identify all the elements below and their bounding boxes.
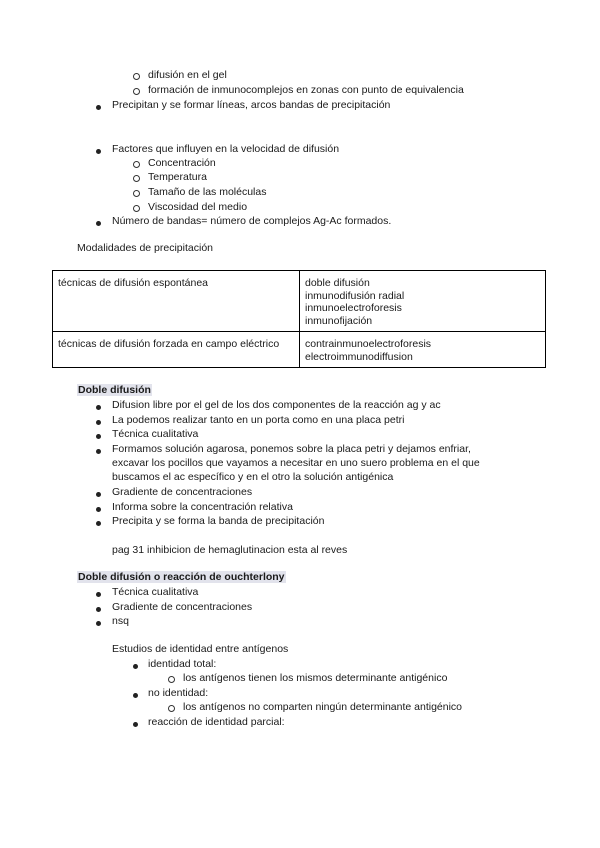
bullet-icon: [96, 430, 101, 443]
list-item: reacción de identidad parcial:: [148, 716, 285, 728]
modalidades-table: [52, 270, 546, 368]
list-item: no identidad:: [148, 687, 209, 699]
circle-bullet-icon: [133, 86, 140, 99]
section-heading: [77, 384, 152, 397]
list-item: Técnica cualitativa: [112, 428, 199, 440]
circle-bullet-icon: [168, 674, 175, 687]
table-row: [53, 332, 546, 368]
list-item: La podemos realizar tanto en un porta como en una placa petri: [112, 414, 405, 426]
list-item: Factores que influyen en la velocidad de difusión: [112, 143, 340, 155]
bullet-icon: [133, 718, 138, 731]
list-item-continuation: excavar los pocillos que vayamos a necesitar en uno suero problema en el que: [112, 457, 480, 469]
bullet-icon: [96, 145, 101, 158]
circle-bullet-icon: [133, 71, 140, 84]
subsection-title: Estudios de identidad entre antígenos: [112, 643, 289, 655]
list-item: Gradiente de concentraciones: [112, 601, 253, 613]
list-item: difusión en el gel: [148, 69, 227, 81]
list-item: Tamaño de las moléculas: [148, 186, 267, 198]
bullet-icon: [96, 603, 101, 616]
list-item: Informa sobre la concentración relativa: [112, 501, 293, 513]
circle-bullet-icon: [133, 173, 140, 186]
list-item: Temperatura: [148, 171, 207, 183]
bullet-icon: [96, 503, 101, 516]
bullet-icon: [96, 517, 101, 530]
list-item: nsq: [112, 615, 129, 627]
list-item: Precipita y se forma la banda de precipitación: [112, 515, 325, 527]
cell-line: inmunodifusión radial: [305, 289, 405, 302]
list-item: Viscosidad del medio: [148, 201, 248, 213]
cell-line: doble difusión: [305, 277, 370, 289]
list-item: Número de bandas= número de complejos Ag-Ac formados.: [112, 215, 392, 227]
cell-line: contrainmunoelectroforesis: [305, 338, 432, 350]
heading-text: Doble difusión o reacción de ouchterlony: [78, 571, 285, 583]
cell-line: inmunoelectroforesis: [305, 302, 402, 314]
list-item: los antígenos tienen los mismos determinante antigénico: [183, 672, 448, 684]
circle-bullet-icon: [168, 703, 175, 716]
circle-bullet-icon: [133, 188, 140, 201]
bullet-icon: [96, 617, 101, 630]
bullet-icon: [133, 660, 138, 673]
bullet-icon: [96, 217, 101, 230]
bullet-icon: [96, 416, 101, 429]
bullet-icon: [96, 588, 101, 601]
table-row: [53, 271, 546, 332]
bullet-icon: [96, 445, 101, 458]
list-item: Gradiente de concentraciones: [112, 486, 253, 498]
list-item-continuation: buscamos el ac específico y en el otro la solución antigénica: [112, 471, 394, 483]
bullet-icon: [96, 101, 101, 114]
list-item: Difusion libre por el gel de los dos componentes de la reacción ag y ac: [112, 399, 441, 411]
table-cell: técnicas de difusión forzada en campo eléctrico: [53, 332, 300, 368]
list-item: los antígenos no comparten ningún determinante antigénico: [183, 701, 463, 713]
list-item: identidad total:: [148, 658, 217, 670]
table-cell: [300, 271, 546, 332]
list-item: Precipitan y se formar líneas, arcos bandas de precipitación: [112, 99, 391, 111]
bullet-icon: [133, 689, 138, 702]
bullet-icon: [96, 401, 101, 414]
cell-line: electroimmunodiffusion: [305, 350, 413, 363]
list-item: Concentración: [148, 157, 216, 169]
table-cell: [300, 332, 546, 368]
list-item: Técnica cualitativa: [112, 586, 199, 598]
section-heading: [77, 571, 286, 584]
bullet-icon: [96, 488, 101, 501]
heading-text: Doble difusión: [78, 384, 151, 396]
circle-bullet-icon: [133, 159, 140, 172]
section-title: Modalidades de precipitación: [77, 242, 214, 254]
list-item: formación de inmunocomplejos en zonas con punto de equivalencia: [148, 84, 464, 96]
note-text: pag 31 inhibicion de hemaglutinacion esta al reves: [112, 544, 348, 556]
cell-line: inmunofijación: [305, 314, 373, 327]
list-item: Formamos solución agarosa, ponemos sobre la placa petri y dejamos enfriar,: [112, 443, 471, 455]
table-cell: técnicas de difusión espontánea: [53, 271, 300, 332]
